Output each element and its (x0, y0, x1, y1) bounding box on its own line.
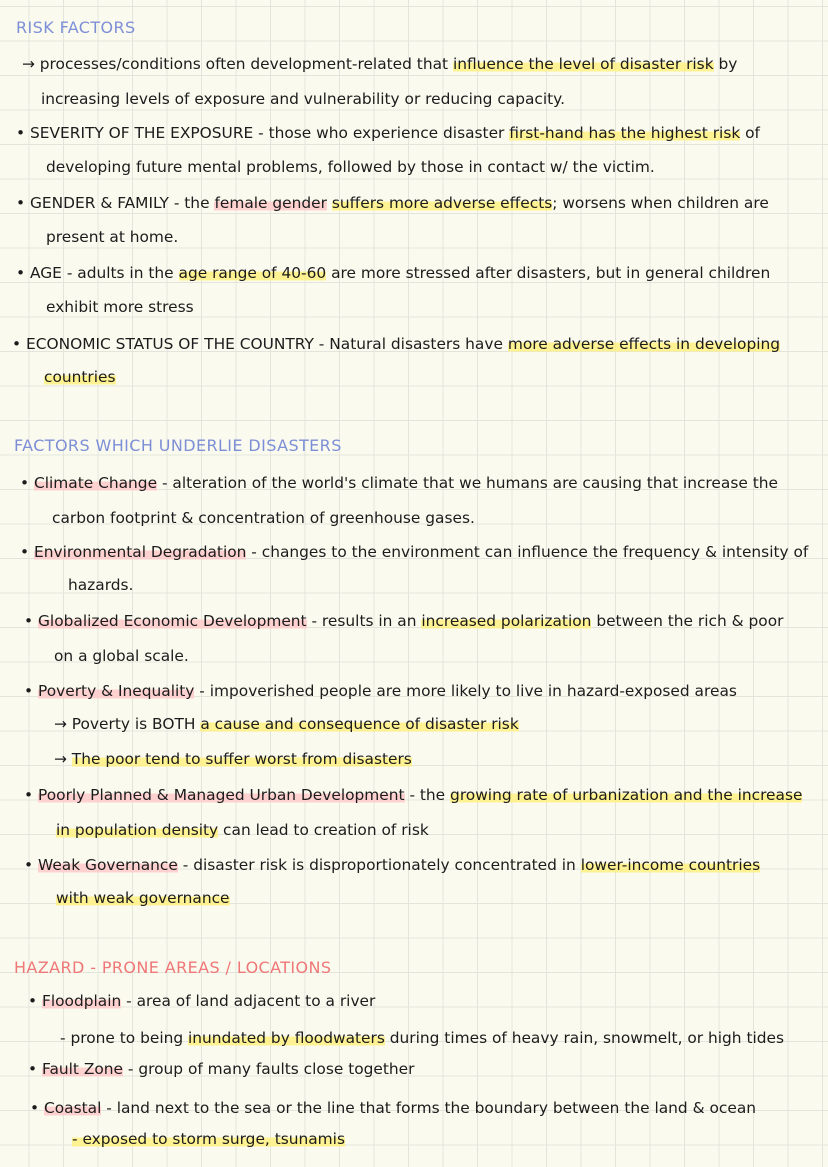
gender-line-2: present at home. (46, 228, 179, 246)
text: are more stressed after disasters, but in general children (326, 264, 771, 282)
highlight: growing rate of urbanization and the increase (450, 786, 803, 804)
text: - disaster risk is disproportionately concentrated in (177, 856, 581, 874)
age-line-1 (16, 262, 770, 284)
gender-title: GENDER & FAMILY (30, 194, 169, 212)
highlight: increased polarization (421, 612, 592, 630)
highlight: influence the level of disaster risk (452, 55, 714, 73)
gender-line-1 (16, 192, 769, 214)
globalized-title: Globalized Economic Development (38, 612, 307, 630)
bullet-dot: • (16, 124, 26, 142)
bullet-dot: • (28, 1060, 38, 1078)
fault-line-1 (28, 1058, 414, 1080)
poverty-title: Poverty & Inequality (38, 682, 195, 700)
text: - adults in the (61, 264, 179, 282)
climate-title: Climate Change (34, 474, 158, 492)
coastal-line-1 (30, 1097, 756, 1119)
bullet-dot: • (20, 543, 30, 561)
highlight: lower-income countries (580, 856, 761, 874)
highlight: with weak governance (56, 889, 230, 907)
text: - results in an (306, 612, 422, 630)
text: between the rich & poor (591, 612, 784, 630)
age-line-2: exhibit more stress (46, 298, 194, 316)
severity-line-2: developing future mental problems, followed by those in contact w/ the victim. (46, 158, 655, 176)
floodplain-line-1 (28, 990, 375, 1012)
economic-line-1 (12, 333, 780, 355)
highlight: first-hand has the highest risk (509, 124, 741, 142)
bullet-dot: • (12, 335, 22, 353)
urban-title: Poorly Planned & Managed Urban Development (38, 786, 405, 804)
risk-intro-line-2: increasing levels of exposure and vulnerability or reducing capacity. (41, 90, 565, 108)
urban-line-1 (24, 784, 802, 806)
text: - the (168, 194, 215, 212)
age-title: AGE (30, 264, 62, 282)
environment-line-2: hazards. (68, 576, 134, 594)
governance-line-1 (24, 854, 760, 876)
environment-line-1 (20, 541, 808, 563)
globalized-line-2: on a global scale. (54, 647, 189, 665)
risk-factors-heading: RISK FACTORS (16, 18, 136, 37)
text: → (54, 750, 72, 768)
text: - the (404, 786, 451, 804)
hazard-heading: HAZARD - PRONE AREAS / LOCATIONS (14, 958, 332, 977)
text: - those who experience disaster (253, 124, 510, 142)
bullet-dot: • (20, 474, 30, 492)
text: → processes/conditions often development-related that (22, 55, 453, 73)
economic-line-2 (44, 366, 116, 388)
highlight: - exposed to storm surge, tsunamis (72, 1130, 345, 1148)
highlight: a cause and consequence of disaster risk (200, 715, 519, 733)
severity-title: SEVERITY OF THE EXPOSURE (30, 124, 254, 142)
poverty-line-1 (24, 680, 737, 702)
highlight: The poor tend to suffer worst from disasters (71, 750, 412, 768)
highlight: suffers more adverse effects (331, 194, 553, 212)
highlight: in population density (56, 821, 219, 839)
environment-title: Environmental Degradation (34, 543, 247, 561)
urban-line-2 (56, 819, 429, 841)
bullet-dot: • (16, 194, 26, 212)
bullet-dot: • (24, 682, 34, 700)
governance-line-2 (56, 887, 230, 909)
coastal-line-2 (72, 1128, 345, 1150)
floodplain-line-2 (60, 1027, 784, 1049)
bullet-dot: • (28, 992, 38, 1010)
highlight: inundated by floodwaters (188, 1029, 385, 1047)
text: during times of heavy rain, snowmelt, or high tides (384, 1029, 785, 1047)
highlight: countries (44, 368, 116, 386)
bullet-dot: • (24, 786, 34, 804)
poverty-sub-2 (54, 748, 412, 770)
governance-title: Weak Governance (38, 856, 178, 874)
text: - group of many faults close together (123, 1060, 415, 1078)
fault-title: Fault Zone (42, 1060, 124, 1078)
climate-line-1 (20, 472, 778, 494)
risk-intro-line-1 (22, 53, 737, 75)
poverty-sub-1 (54, 713, 519, 735)
bullet-dot: • (16, 264, 26, 282)
bullet-dot: • (30, 1099, 40, 1117)
text: - prone to being (60, 1029, 189, 1047)
bullet-dot: • (24, 856, 34, 874)
globalized-line-1 (24, 610, 783, 632)
highlight: age range of 40-60 (178, 264, 327, 282)
text: - Natural disasters have (313, 335, 508, 353)
highlight: more adverse effects in developing (507, 335, 781, 353)
text: - changes to the environment can influence the frequency & intensity of (246, 543, 809, 561)
underlie-heading: FACTORS WHICH UNDERLIE DISASTERS (14, 436, 342, 455)
climate-line-2: carbon footprint & concentration of greenhouse gases. (52, 509, 475, 527)
text: ; worsens when children are (552, 194, 769, 212)
text: - area of land adjacent to a river (121, 992, 376, 1010)
text: can lead to creation of risk (218, 821, 429, 839)
bullet-dot: • (24, 612, 34, 630)
highlight: female gender (214, 194, 327, 212)
text: - land next to the sea or the line that forms the boundary between the land & ocean (101, 1099, 757, 1117)
economic-title: ECONOMIC STATUS OF THE COUNTRY (26, 335, 314, 353)
text: - impoverished people are more likely to live in hazard-exposed areas (194, 682, 737, 700)
text: → Poverty is BOTH (54, 715, 201, 733)
text: of (740, 124, 760, 142)
text: by (713, 55, 738, 73)
text: - alteration of the world's climate that we humans are causing that increase the (157, 474, 778, 492)
severity-line-1 (16, 122, 760, 144)
coastal-title: Coastal (44, 1099, 102, 1117)
floodplain-title: Floodplain (42, 992, 122, 1010)
